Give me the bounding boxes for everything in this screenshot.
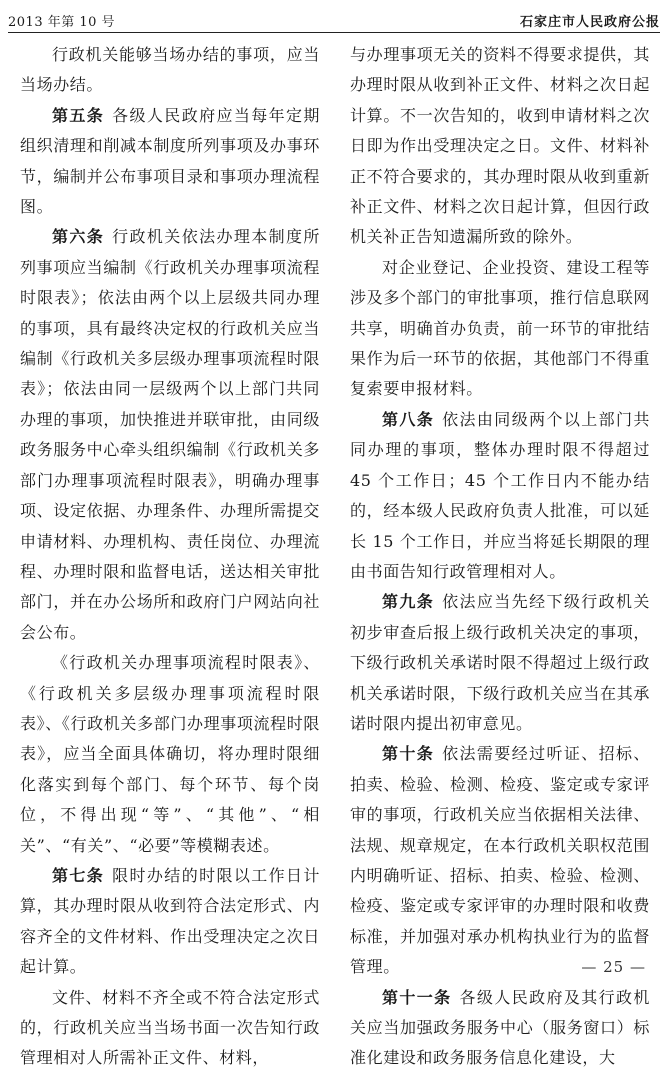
paragraph: 行政机关能够当场办结的事项，应当当场办结。 [20,45,320,95]
article-paragraph [350,739,650,982]
article-paragraph [350,587,650,739]
article-text: 行政机关依法办理本制度所列事项应当编制《行政机关办理事项流程时限表》；依法由两个以上层级共同办理的事项，具有最终决定权的行政机关应当编制《行政机关多层级办理事项流程时限表》；依法由同一层级两个以上部门共同办理的事项，加快推进并联审批，由同级政务服务中心牵头组织编制《行政机关多部门办理事项流程时限表》，明确办理事项、设定依据、办理条件、办理所需提交申请材料、办理机构、责任岗位、办理流程、办理时限和监督电话，送达相关审批部门，并在办公场所和政府门户网站向社会公布。 [20,227,320,642]
article-text: 各级人民政府及其行政机关应当加强政务服务中心（服务窗口）标准化建设和政务服务信息化建设，大 [350,987,650,1068]
article-paragraph [20,861,320,983]
article-text: 依法应当先经下级行政机关初步审查后报上级行政机关决定的事项，下级行政机关承诺时限不得超过上级行政机关承诺时限，下级行政机关应当在其承诺时限内提出初审意见。 [350,592,650,733]
publication-title: 石家庄市人民政府公报 [519,15,660,30]
article-heading: 第六条 [52,227,105,247]
article-text: 依法需要经过听证、招标、拍卖、检验、检测、检疫、鉴定或专家评审的事项，行政机关应当依据相关法律、法规、规章规定，在本行政机关职权范围内明确听证、招标、拍卖、检验、检测、检疫、鉴定或专家评审的办理时限和收费标准，并加强对承办机构执业行为的监督管理。 [350,744,650,977]
article-heading: 第七条 [52,865,105,885]
article-text: 依法由同级两个以上部门共同办理的事项，整体办理时限不得超过 45 个工作日；45 个工作日内不能办结的，经本级人民政府负责人批准，可以延长 15 个工作日，并应当将延长期限的理由书面告知行政管理相对人。 [350,409,650,581]
page-header [8,6,660,33]
article-paragraph [20,222,320,648]
paragraph: 《行政机关办理事项流程时限表》、《行政机关多层级办理事项流程时限表》、《行政机关多部门办理事项流程时限表》，应当全面具体确切，将办理时限细化落实到每个部门、每个环节、每个岗位，不得出现“等”、“其他”、“相关”、“有关”、“必要”等模糊表述。 [20,653,320,855]
article-heading: 第十条 [382,744,435,764]
article-heading: 第五条 [52,105,105,125]
issue-label: 2013 年第 10 号 [8,15,116,30]
paragraph: 与办理事项无关的资料不得要求提供，其办理时限从收到补正文件、材料之次日起计算。不一次告知的，收到申请材料之次日即为作出受理决定之日。文件、材料补正不符合要求的，其办理时限从收到重新补正文件、材料之次日起计算，但因行政机关补正告知遗漏所致的除外。 [350,45,650,247]
article-heading: 第八条 [382,409,435,429]
article-paragraph [350,983,650,1074]
article-heading: 第十一条 [382,987,452,1007]
article-text: 各级人民政府应当每年定期组织清理和削减本制度所列事项及办事环节，编制并公布事项目录和事项办理流程图。 [20,105,320,217]
article-text: 限时办结的时限以工作日计算，其办理时限从收到符合法定形式、内容齐全的文件材料、作出受理决定之次日起计算。 [20,865,320,977]
paragraph: 文件、材料不齐全或不符合法定形式的，行政机关应当当场书面一次告知行政管理相对人所需补正文件、材料， [20,987,320,1068]
article-paragraph [20,101,320,223]
article-heading: 第九条 [382,592,435,612]
article-paragraph [350,405,650,587]
right-column [350,40,650,1074]
left-column [20,40,320,1074]
paragraph: 对企业登记、企业投资、建设工程等涉及多个部门的审批事项，推行信息联网共享，明确首办负责，前一环节的审批结果作为后一环节的依据，其他部门不得重复索要申报材料。 [350,257,650,399]
page-number: — 25 — [581,958,646,976]
